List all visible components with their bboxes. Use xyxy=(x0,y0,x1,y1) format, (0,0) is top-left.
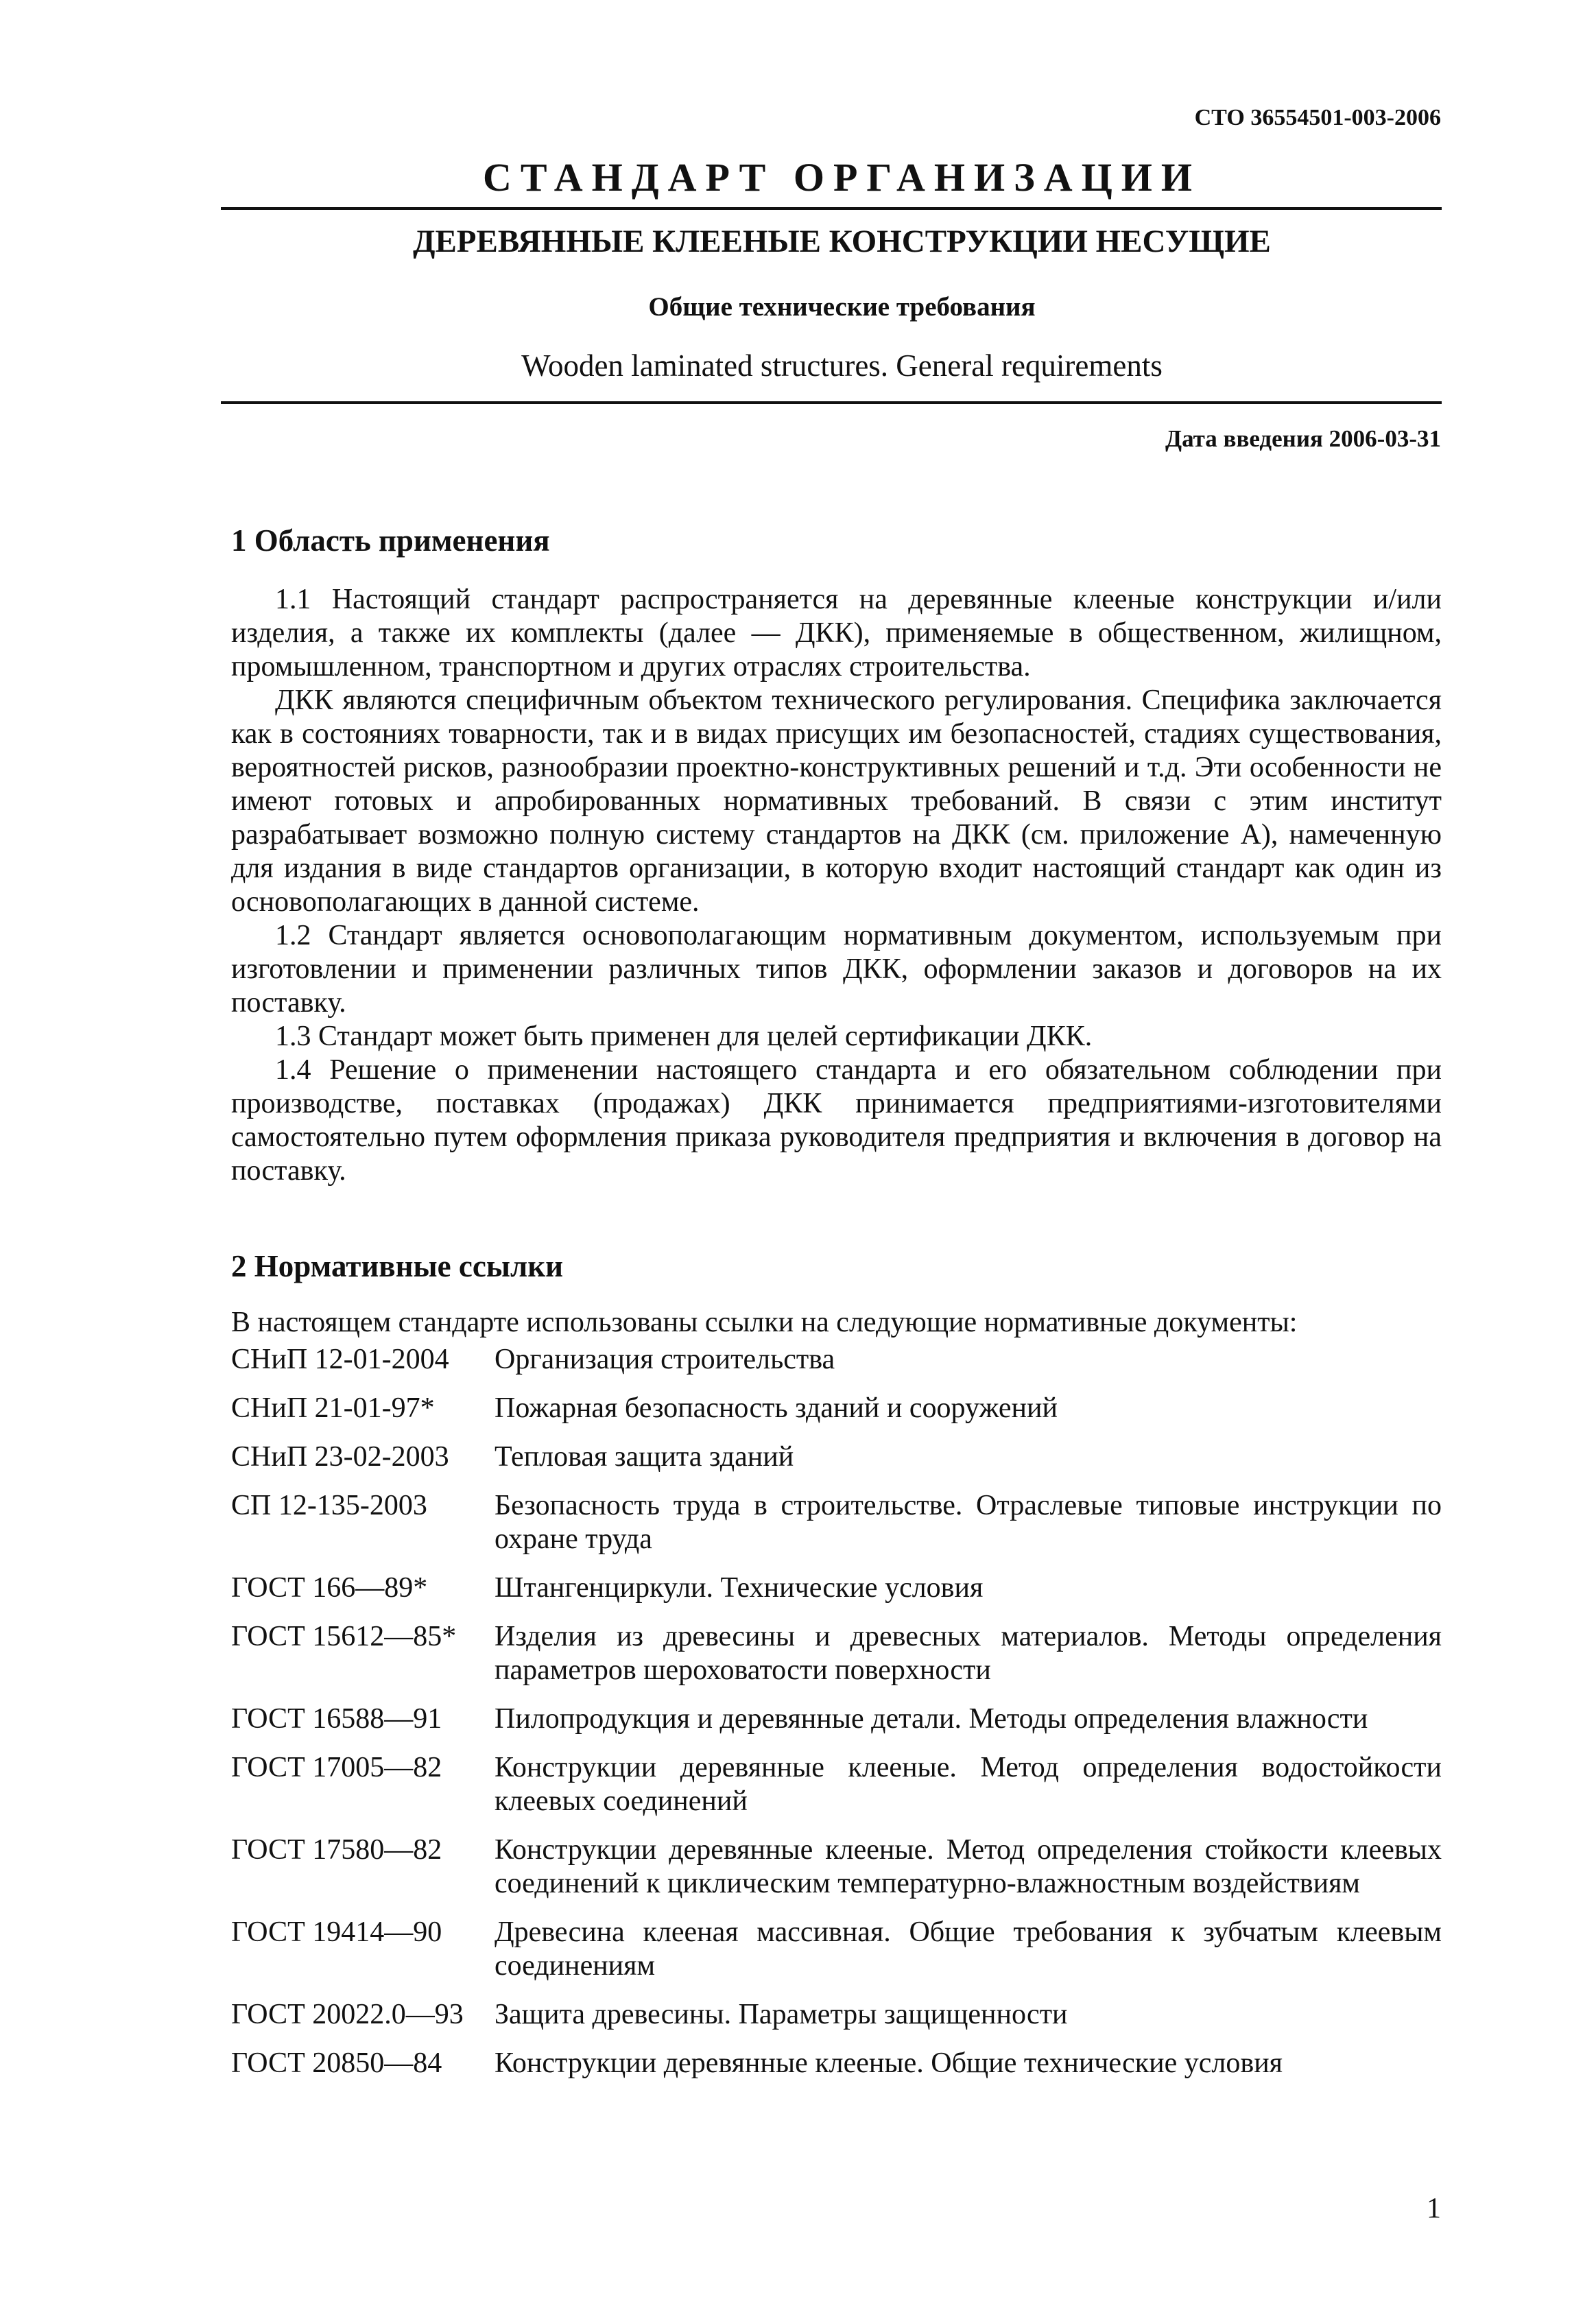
reference-title: Безопасность труда в строительстве. Отраслевые типовые инструкции по охране труда xyxy=(495,1490,1442,1555)
reference-code: ГОСТ 166—89* xyxy=(231,1572,428,1604)
reference-row xyxy=(231,2047,1442,2080)
standard-heading: СТАНДАРТ ОРГАНИЗАЦИИ xyxy=(483,155,1201,200)
reference-code: СНиП 12-01-2004 xyxy=(231,1344,449,1375)
paragraph-1-2: 1.2 Стандарт является основополагающим нормативным документом, используемым при изготовлении и применении различных типов ДКК, оформлении заказов и договоров на их поставку. xyxy=(231,920,1442,1019)
reference-title: Защита древесины. Параметры защищенности xyxy=(495,1999,1068,2030)
reference-row xyxy=(231,1571,1442,1605)
reference-row xyxy=(231,1392,1442,1425)
reference-row xyxy=(231,1998,1442,2032)
reference-row xyxy=(231,1620,1442,1687)
reference-code: СНиП 21-01-97* xyxy=(231,1392,435,1424)
document-subtitle: Общие технические требования xyxy=(648,292,1036,322)
section-2-heading: 2 Нормативные ссылки xyxy=(231,1249,564,1283)
section-1-heading: 1 Область применения xyxy=(231,523,550,558)
page-number: 1 xyxy=(1427,2193,1441,2224)
reference-code: ГОСТ 19414—90 xyxy=(231,1916,442,1948)
bottom-rule xyxy=(221,401,1442,404)
reference-title: Древесина клееная массивная. Общие требования к зубчатым клеевым соединениям xyxy=(495,1916,1442,1982)
reference-code: ГОСТ 15612—85* xyxy=(231,1621,457,1652)
reference-code: ГОСТ 17005—82 xyxy=(231,1752,442,1783)
paragraph-dkk: ДКК являются специфичным объектом технического регулирования. Специфика заключается как в состояниях товарности, так и в видах присущих им безопасностей, стадиях существования, вероятностей рисков, разнообразии проектно-конструктивных решений и т.д. Эти особенности не имеют готовых и апробированных нормативных требований. В связи с этим институт разрабатывает возможно полную систему стандартов на ДКК (см. приложение А), намеченную для издания в виде стандартов организации, в которую входит настоящий стандарт как один из основополагающих в данной системе. xyxy=(231,685,1442,918)
reference-row xyxy=(231,1833,1442,1901)
section-1-body xyxy=(231,583,1442,1188)
document-title: ДЕРЕВЯННЫЕ КЛЕЕНЫЕ КОНСТРУКЦИИ НЕСУЩИЕ xyxy=(413,224,1271,259)
reference-title: Пожарная безопасность зданий и сооружений xyxy=(495,1392,1058,1424)
reference-title: Организация строительства xyxy=(495,1344,835,1375)
paragraph-1-1: 1.1 Настоящий стандарт распространяется на деревянные клееные конструкции и/или изделия, а также их комплекты (далее — ДКК), применяемые в общественном, жилищном, промышленном, транспортном и других отраслях строительства. xyxy=(231,584,1442,682)
reference-title: Конструкции деревянные клееные. Метод определения стойкости клеевых соединений к циклическим температурно-влажностным воздействиям xyxy=(495,1834,1442,1899)
reference-row xyxy=(231,1343,1442,1377)
reference-title: Изделия из древесины и древесных материалов. Методы определения параметров шероховатости поверхности xyxy=(495,1621,1442,1686)
reference-row xyxy=(231,1702,1442,1736)
reference-title: Тепловая защита зданий xyxy=(495,1441,794,1473)
reference-code: ГОСТ 20850—84 xyxy=(231,2047,442,2079)
reference-title: Конструкции деревянные клееные. Метод определения водостойкости клеевых соединений xyxy=(495,1752,1442,1817)
paragraph-1-4: 1.4 Решение о применении настоящего стандарта и его обязательном соблюдении при производстве, поставках (продажах) ДКК принимается предприятиями-изготовителями самостоятельно путем оформления приказа руководителя предприятия и включения в договор на поставку. xyxy=(231,1054,1442,1187)
reference-row xyxy=(231,1489,1442,1556)
reference-row xyxy=(231,1916,1442,1983)
reference-code: СНиП 23-02-2003 xyxy=(231,1441,449,1473)
reference-title: Пилопродукция и деревянные детали. Методы определения влажности xyxy=(495,1703,1368,1735)
paragraph-1-3: 1.3 Стандарт может быть применен для целей сертификации ДКК. xyxy=(275,1021,1093,1052)
reference-row xyxy=(231,1440,1442,1474)
reference-row xyxy=(231,1751,1442,1818)
reference-code: СП 12-135-2003 xyxy=(231,1490,427,1521)
reference-code: ГОСТ 16588—91 xyxy=(231,1703,442,1735)
english-title: Wooden laminated structures. General requirements xyxy=(521,348,1163,383)
introduction-date: Дата введения 2006-03-31 xyxy=(1165,425,1441,452)
reference-code: ГОСТ 20022.0—93 xyxy=(231,1999,464,2030)
references-intro: В настоящем стандарте использованы ссылки на следующие нормативные документы: xyxy=(231,1307,1298,1338)
document-code: СТО 36554501-003-2006 xyxy=(1194,105,1441,130)
references-list xyxy=(231,1343,1442,2095)
reference-title: Конструкции деревянные клееные. Общие технические условия xyxy=(495,2047,1283,2079)
reference-title: Штангенциркули. Технические условия xyxy=(495,1572,984,1604)
reference-code: ГОСТ 17580—82 xyxy=(231,1834,442,1866)
top-rule xyxy=(221,207,1442,210)
